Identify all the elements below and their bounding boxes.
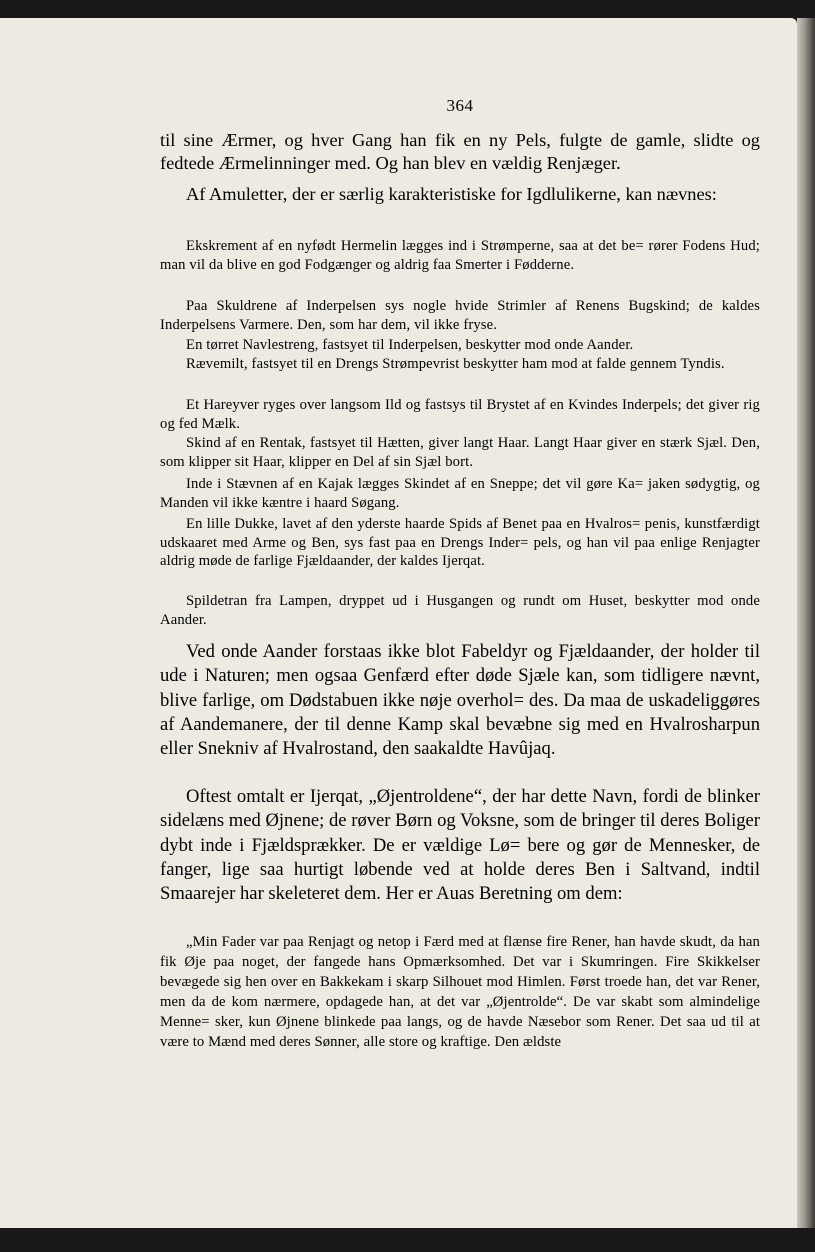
amulet-item: En tørret Navlestreng, fastsyet til Inderpelsen, beskytter mod onde Aander. bbox=[186, 337, 634, 353]
amulet-item: Paa Skuldrene af Inderpelsen sys nogle hvide Strimler af Renens Bugskind; de kaldes Inderpelsens Varmere. Den, som har dem, vil ikke fryse. bbox=[160, 298, 760, 333]
amulet-item: Inde i Stævnen af en Kajak lægges Skindet af en Sneppe; det vil gøre Ka= jaken sødygtig, og Manden vil ikke kæntre i haard Søgang. bbox=[160, 476, 760, 511]
paragraph-ijerqat: Oftest omtalt er Ijerqat, „Øjentroldene“, der har dette Navn, fordi de blinker sidelæns med Øjnene; de røver Børn og Voksne, som de bringer til deres Boliger dybt inde i Fjældsprækker. De er vældige Lø= bere og gør de Mennesker, de fanger, lige saa hurtigt løbende ved at holde deres Ben i Saltvand, indtil Smaarejer har skeleteret dem. Her er Auas Beretning om dem: bbox=[160, 786, 760, 905]
amulet-item: En lille Dukke, lavet af den yderste haarde Spids af Benet paa en Hvalros= penis, kunstfærdigt udskaaret med Arme og Ben, sys fast paa en Drengs Inder= pels, og han vil paa enlige Renjagter aldrig møde de farlige Fjældaander, der kaldes Ijerqat. bbox=[160, 516, 760, 570]
amulet-item: Ekskrement af en nyfødt Hermelin lægges ind i Strømperne, saa at det be= rører Fodens Hud; man vil da blive en god Fodgænger og aldrig faa Smerter i Fødderne. bbox=[160, 238, 760, 273]
amulet-item: Skind af en Rentak, fastsyet til Hætten, giver langt Haar. Langt Haar giver en stærk Sjæl. Den, som klipper sit Haar, klipper en Del af sin Sjæl bort. bbox=[160, 435, 760, 470]
page-number: 364 bbox=[446, 96, 474, 115]
amulet-item: Spildetran fra Lampen, dryppet ud i Husgangen og rundt om Huset, beskytter mod onde Aander. bbox=[160, 593, 760, 628]
paragraph-sleeves: til sine Ærmer, og hver Gang han fik en ny Pels, fulgte de gamle, slidte og fedtede Ærmelinninger med. Og han blev en vældig Renjæger. bbox=[160, 130, 760, 173]
paragraph-amulets-intro: Af Amuletter, der er særlig karakteristiske for Igdlulikerne, kan nævnes: bbox=[186, 184, 717, 204]
amulet-item: Et Hareyver ryges over langsom Ild og fastsys til Brystet af en Kvindes Inderpels; det giver rig og fed Mælk. bbox=[160, 397, 760, 432]
amulet-item: Rævemilt, fastsyet til en Drengs Strømpevrist beskytter ham mod at falde gennem Tyndis. bbox=[186, 356, 725, 372]
scan-bottom-edge bbox=[0, 1228, 815, 1252]
page-edge-shadow bbox=[797, 18, 815, 1228]
quote-aua: „Min Fader var paa Renjagt og netop i Færd med at flænse fire Rener, han havde skudt, da han fik Øje paa noget, der fangede hans Opmærksomhed. Det var i Skumringen. Fire Skikkelser bevægede sig hen over en Bakkekam i skarp Silhouet mod Himlen. Først troede han, det var Rener, men da de kom nærmere, opdagede han, at det var „Øjentrolde“. De var skabt som almindelige Menne= sker, kun Øjnene blinkede paa langs, og de havde Næsebor som Rener. Det saa ud til at være to Mænd med deres Sønner, alle store og kraftige. Den ældste bbox=[160, 934, 760, 1050]
paragraph-evil-spirits: Ved onde Aander forstaas ikke blot Fabeldyr og Fjældaander, der holder til ude i Naturen; men ogsaa Genfærd efter døde Sjæle kan, som tidligere nævnt, blive farlige, om Dødstabuen ikke nøje overhol= des. Da maa de uskadeliggøres af Aandemanere, der til denne Kamp skal bevæbne sig med en Hvalrosharpun eller Snekniv af Hvalrostand, den saakaldte Havûjaq. bbox=[160, 641, 760, 760]
